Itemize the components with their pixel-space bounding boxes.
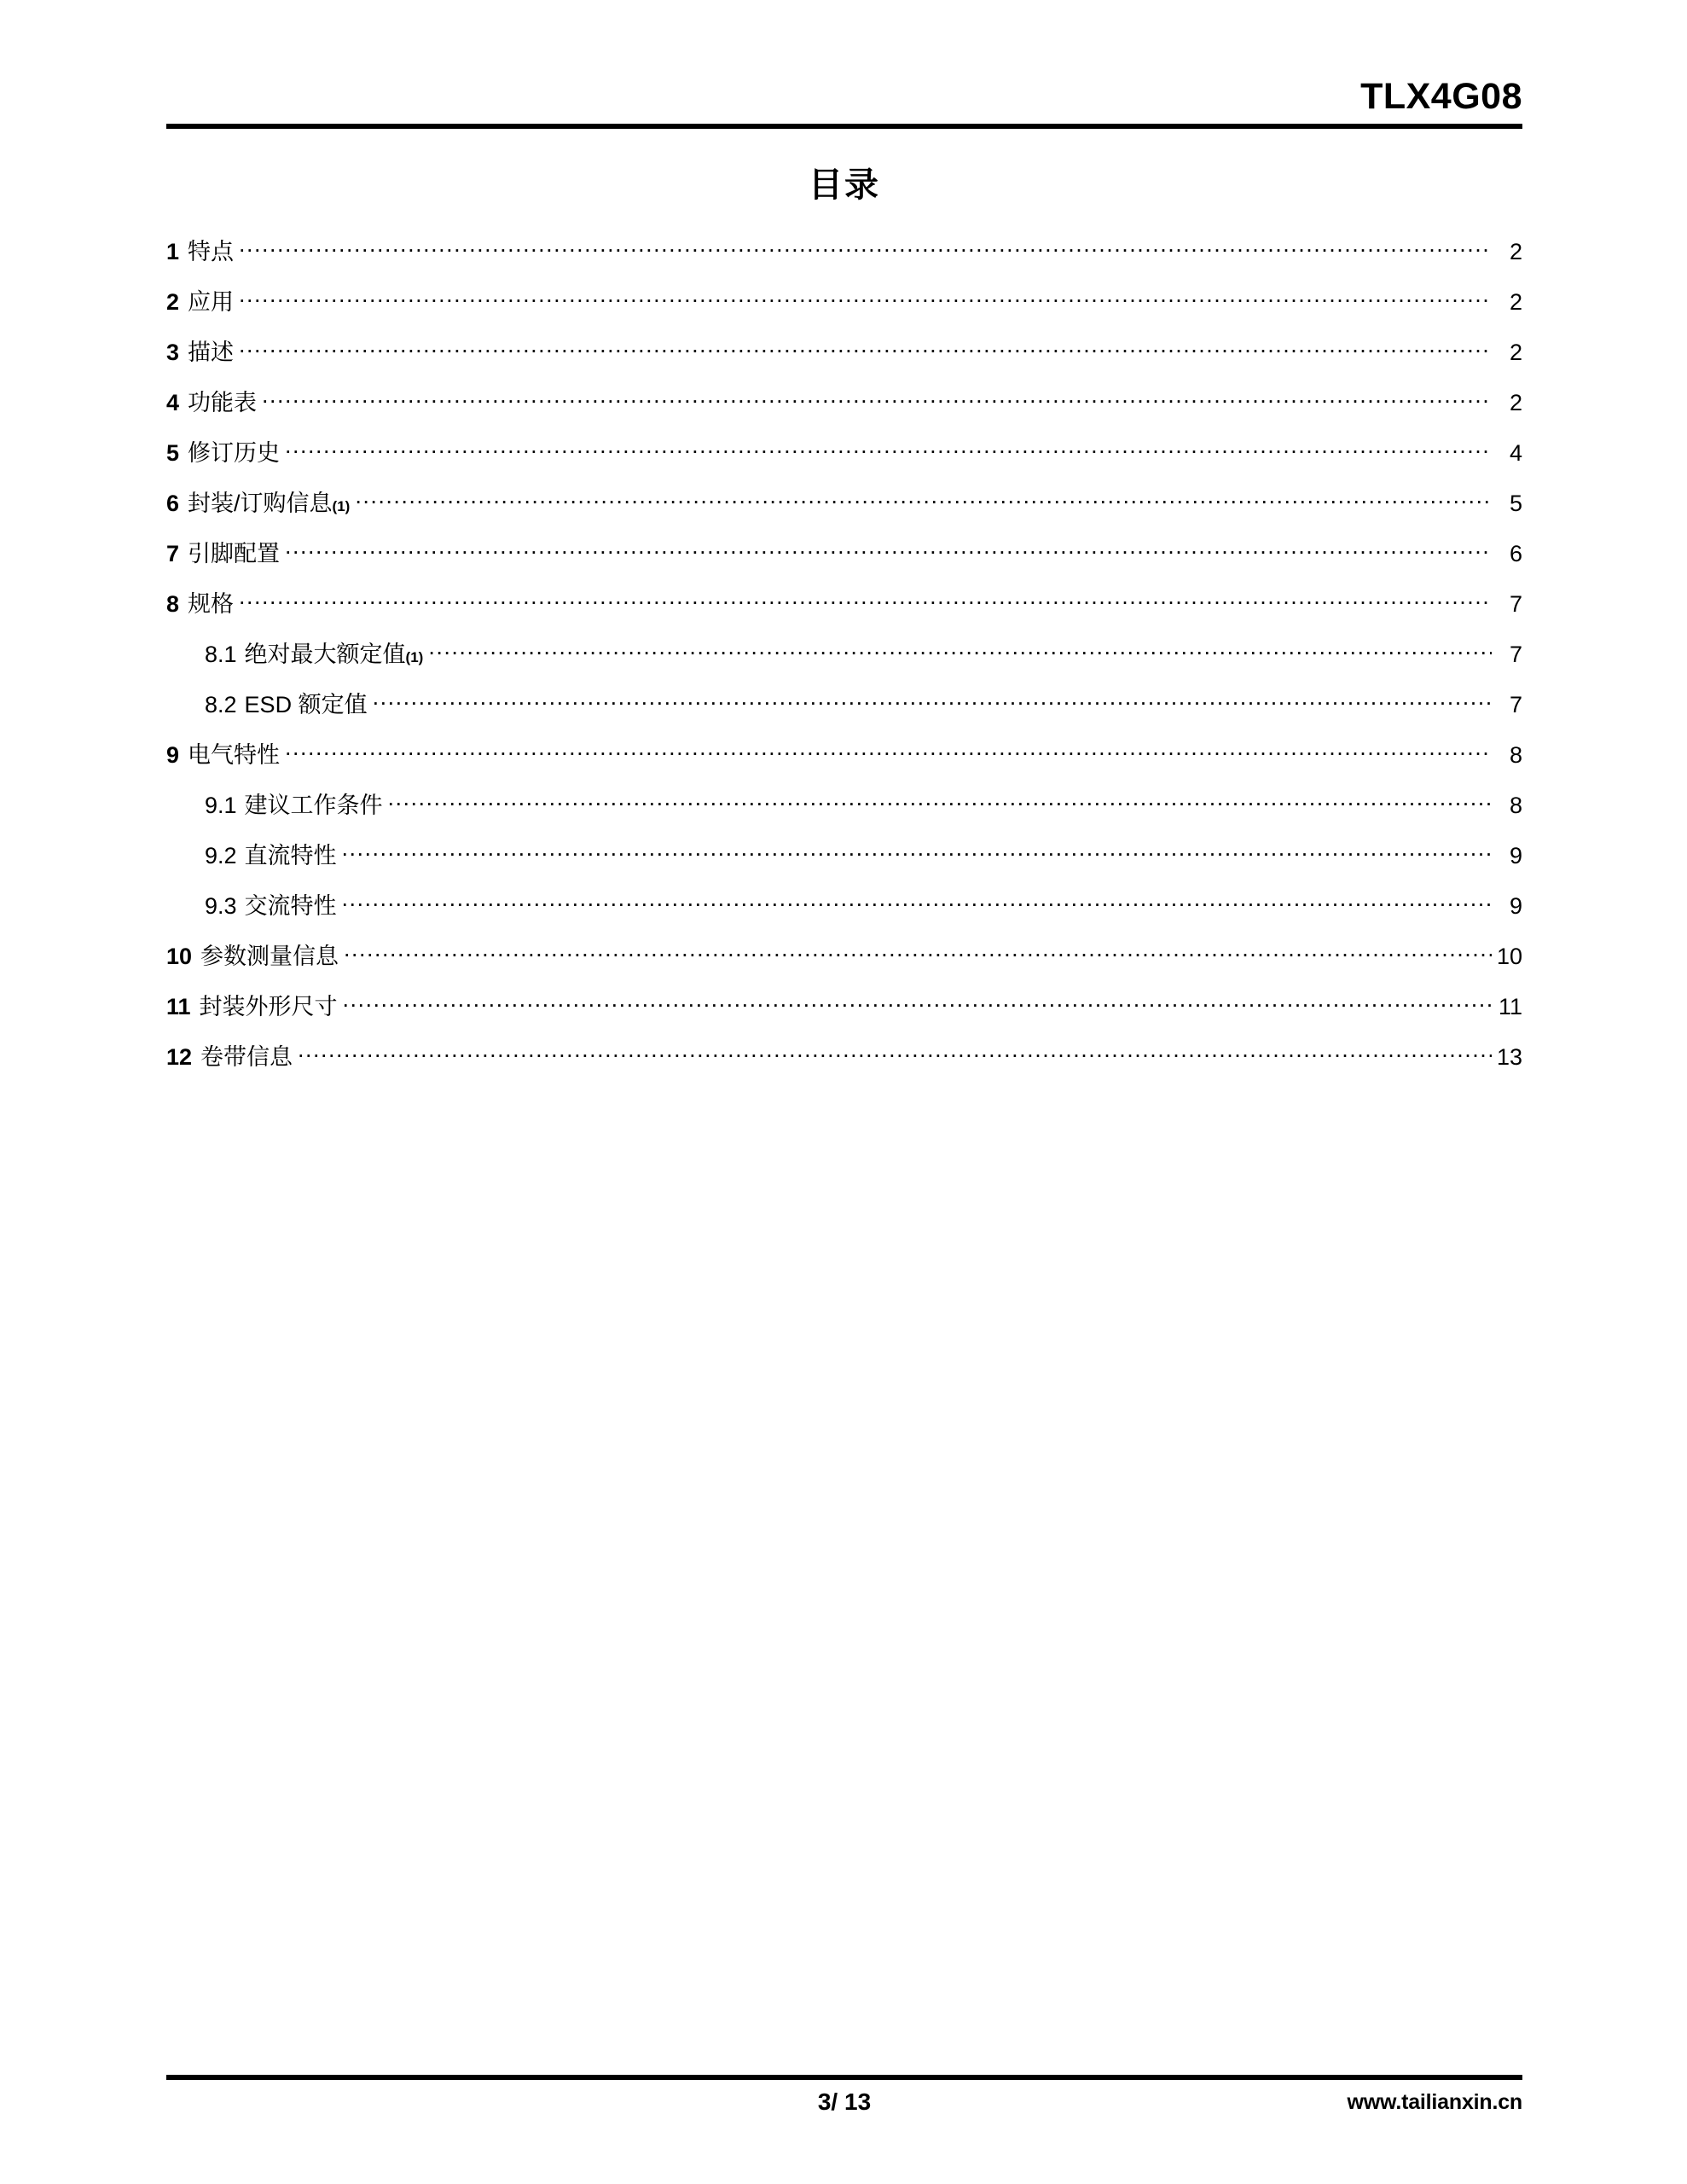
toc-entry[interactable] [166,578,1522,628]
toc-leader-dots [285,741,1492,763]
toc-entry-number: 4 [166,390,180,415]
toc-entry-label: 规格 [188,591,235,617]
toc-leader-dots [285,539,1492,561]
toc-entry[interactable] [166,829,1522,880]
toc-leader-dots [344,942,1492,964]
toc-entry[interactable] [166,930,1522,980]
toc-entry-label: 特点 [188,239,235,264]
page-footer [166,2075,1522,2123]
toc-entry-label: 修订历史 [188,440,281,466]
toc-title: 目录 [809,166,880,204]
toc-entry[interactable] [166,527,1522,578]
toc-entry-page: 6 [1509,541,1522,566]
toc-entry-label: 功能表 [188,390,258,415]
toc-entry-page: 7 [1509,642,1522,667]
toc-entry-label: 封装外形尺寸 [199,994,338,1019]
toc-entry-page: 9 [1509,893,1522,919]
toc-entry-label: 描述 [188,340,235,365]
toc-leader-dots [285,439,1492,461]
table-of-contents [166,158,1522,1081]
toc-entry-page: 8 [1509,793,1522,818]
toc-entry-label: ESD 额定值 [244,692,368,717]
toc-entry[interactable] [166,678,1522,729]
toc-entry-page: 8 [1509,742,1522,768]
part-number-title: TLX4G08 [1360,76,1522,117]
footer-website: www.tailianxin.cn [1347,2090,1522,2114]
toc-entry-label: 交流特性 [244,893,337,919]
toc-entry[interactable] [166,326,1522,376]
toc-entry-label: 电气特性 [188,742,281,768]
toc-entry-page: 2 [1509,390,1522,415]
toc-entry-label: 引脚配置 [188,541,281,566]
toc-entry[interactable] [166,1031,1522,1081]
toc-leader-dots [239,288,1492,310]
toc-entry-label: 卷带信息 [200,1044,293,1070]
toc-leader-dots [343,992,1492,1014]
toc-leader-dots [428,640,1492,662]
toc-entry-page: 2 [1509,239,1522,264]
toc-entry-number: 11 [166,994,191,1019]
toc-entry[interactable] [166,427,1522,477]
toc-leader-dots [239,590,1492,612]
toc-entry-number: 9 [166,742,180,768]
toc-leader-dots [388,791,1492,813]
toc-entry-page: 9 [1509,843,1522,868]
toc-leader-dots [298,1043,1492,1065]
page-header [166,77,1522,129]
toc-entry-label: 封装/订购信息 [188,491,333,516]
toc-entry-number: 9.3 [205,893,237,919]
toc-entry[interactable] [166,225,1522,276]
toc-entry-number: 12 [166,1044,193,1070]
toc-entry[interactable]: 6 封装/订购信息 (1) ..... 5 [166,477,1522,527]
footer-divider [166,2075,1522,2080]
toc-entry-label: 建议工作条件 [244,793,383,818]
toc-leader-dots [342,841,1492,863]
toc-entry-page: 2 [1509,289,1522,315]
toc-entry[interactable] [166,376,1522,427]
toc-leader-dots [373,690,1492,712]
toc-entry-label: 直流特性 [244,843,337,868]
toc-leader-dots [239,338,1492,360]
toc-entry-number: 9.1 [205,793,237,818]
toc-entry-page: 11 [1498,994,1522,1019]
toc-entry-number: 2 [166,289,180,315]
toc-entry-label: 应用 [188,289,235,315]
toc-entry[interactable] [166,729,1522,779]
toc-entry-number: 5 [166,440,180,466]
header-divider [166,124,1522,129]
toc-entry-page: 2 [1509,340,1522,365]
toc-entry-number: 9.2 [205,843,237,868]
toc-leader-dots [342,892,1492,914]
toc-entry[interactable] [166,980,1522,1031]
toc-entry-page: 7 [1509,692,1522,717]
toc-leader-dots [355,489,1492,511]
toc-entry-number: 10 [166,944,193,969]
toc-entry-number: 3 [166,340,180,365]
toc-entry-number: 6 [166,491,180,516]
toc-entry-number: 8.2 [205,692,237,717]
toc-entry-page: 4 [1509,440,1522,466]
toc-entry[interactable]: 8.1 绝对最大额定值 (1) ..... 7 [166,628,1522,678]
toc-entry-page: 13 [1496,1044,1522,1070]
toc-leader-dots [262,388,1492,410]
toc-entry-page: 7 [1509,591,1522,617]
toc-leader-dots [239,237,1492,259]
toc-entry-label: 参数测量信息 [200,944,339,969]
toc-entry-number: 8.1 [205,642,237,667]
toc-entry-number: 1 [166,239,180,264]
toc-entry-page: 10 [1496,944,1522,969]
toc-list [166,225,1522,1081]
toc-entry[interactable] [166,276,1522,326]
toc-entry-number: 7 [166,541,180,566]
toc-entry-page: 5 [1509,491,1522,516]
toc-entry[interactable] [166,880,1522,930]
toc-entry-label: 绝对最大额定值 [244,642,406,667]
footer-page-number: 3/ 13 [817,2088,872,2115]
toc-entry[interactable] [166,779,1522,829]
toc-entry-number: 8 [166,591,180,617]
